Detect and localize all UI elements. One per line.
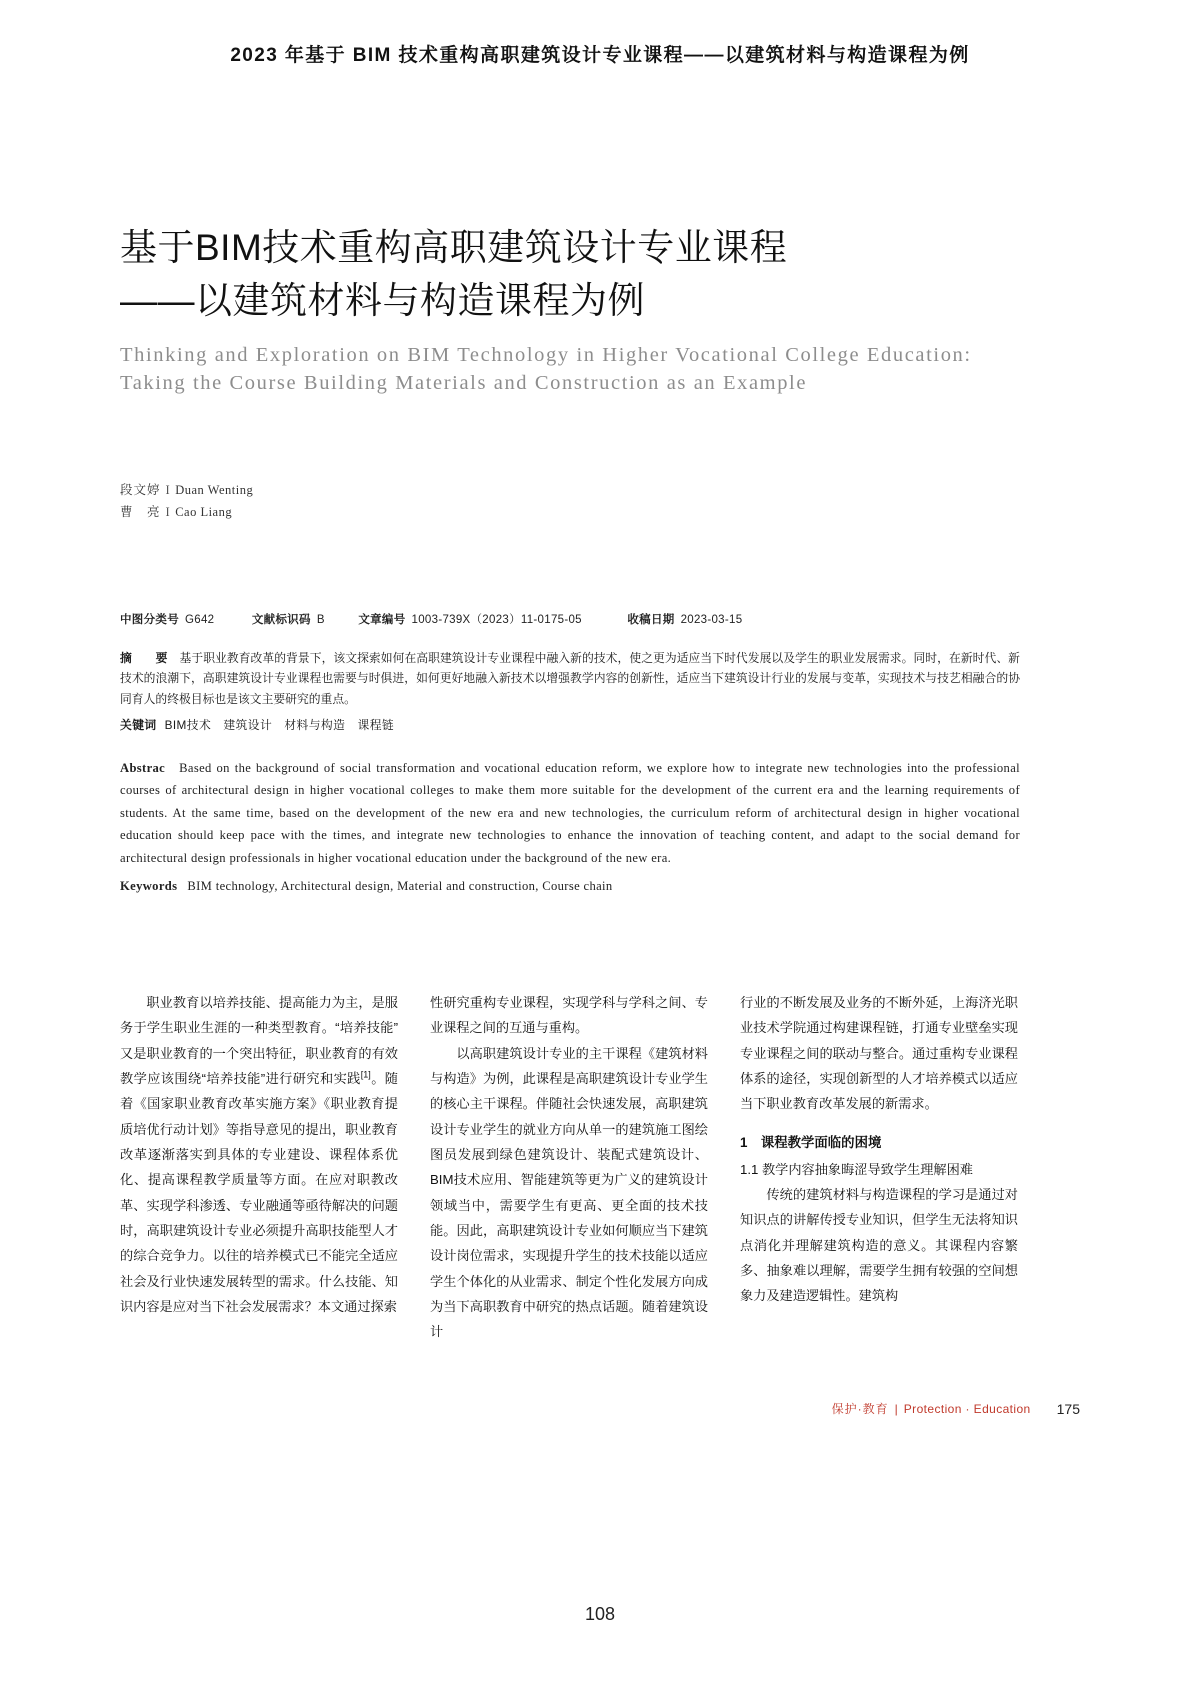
keywords-cn-text: BIM技术 建筑设计 材料与构造 课程链	[164, 718, 395, 732]
footer-page-number: 175	[1056, 1400, 1080, 1417]
section-heading-1: 1 课程教学面临的困境	[740, 1134, 882, 1150]
author-name-en: Duan Wenting	[175, 483, 254, 497]
abstract-cn-label: 摘 要	[120, 651, 174, 665]
paragraph-text: 行业的不断发展及业务的不断外延，上海济光职业技术学院通过构建课程链，打通专业壁垒实现专业课程之间的联动与整合。通过重构专业课程体系的途径，实现创新型的人才培养模式以适应当下职业教育改革发展的新需求。	[740, 995, 1018, 1112]
abstract-en	[120, 757, 1020, 869]
abstract-cn-text: 基于职业教育改革的背景下，该文探索如何在高职建筑设计专业课程中融入新的技术，使之更为适应当下时代发展以及学生的职业发展需求。同时，在新时代、新技术的浪潮下，高职建筑设计专业课程也需要与时俱进，如何更好地融入新技术以增强教学内容的创新性，适应当下建筑设计行业的发展与变革，实现技术与技艺相融合的协同育人的终极目标也是该文主要研究的重点。	[120, 651, 1020, 706]
article-number-value: 1003-739X（2023）11-0175-05	[411, 614, 582, 626]
abstract-en-text: Based on the background of social transformation and vocational education reform, we explore how to integrate new technologies into the professional courses of architectural design in higher vocational colleges to make them more suitable for the development of the current era and the learning requirements of students. At the same time, based on the development of the new era and new technologies, the curriculum reform of architectural design in higher vocational education should keep pace with the times, and integrate new technologies to enhance the innovation of teaching content, and adapt to the social demand for architectural design professionals in higher vocational education under the background of the new era.	[120, 761, 1020, 865]
page-title-cn-line1: 基于BIM技术重构高职建筑设计专业课程	[120, 227, 788, 268]
citation-marker: [1]	[360, 1069, 371, 1080]
keywords-cn	[120, 716, 1020, 733]
author-name-cn: 段文婷	[120, 483, 161, 497]
page-title-cn-line2: ——以建筑材料与构造课程为例	[120, 279, 645, 321]
received-date	[627, 611, 742, 627]
paragraph	[430, 990, 708, 1041]
metadata-line	[120, 611, 1020, 627]
article-number	[358, 611, 582, 627]
keywords-cn-label: 关键词	[120, 718, 157, 732]
keywords-en-label: Keywords	[120, 879, 178, 893]
author-list	[120, 480, 253, 524]
clc-label: 中图分类号	[120, 614, 179, 626]
author-item	[120, 480, 253, 502]
paragraph-text-cont: 。随着《国家职业教育改革实施方案》《职业教育提质培优行动计划》等指导意见的提出，职业教育改革逐渐落实到具体的专业建设、课程体系优化、提高课程教学质量等方面。在应对职教改革、实现学科渗透、专业融通等亟待解决的问题时，高职建筑设计专业必须提升高职技能型人才的综合竞争力。以往的培养模式已不能完全适应社会及行业快速发展转型的需求。什么技能、知识内容是应对当下社会发展需求？本文通过探索	[120, 1071, 398, 1315]
paragraph-text: 以高职建筑设计专业的主干课程《建筑材料与构造》为例，此课程是高职建筑设计专业学生的核心主干课程。伴随社会快速发展，高职建筑设计专业学生的就业方向从单一的建筑施工图绘图员发展到绿色建筑设计、装配式建筑设计、BIM技术应用、智能建筑等更为广义的建筑设计领域当中，需要学生有更高、更全面的技术技能。因此，高职建筑设计专业如何顺应当下建筑设计岗位需求，实现提升学生的技术技能以适应学生个体化的从业需求、制定个性化发展方向成为当下高职教育中研究的热点话题。随着建筑设计	[430, 1045, 708, 1340]
footer-section-cn: 保护·教育	[831, 1402, 889, 1416]
keywords-en	[120, 879, 1020, 894]
page-title-en: Thinking and Exploration on BIM Technology in Higher Vocational College Education: Taking the Course Building Materials and Construction as an Example	[120, 344, 972, 395]
article-number-label: 文章编号	[358, 614, 406, 626]
body-column-3	[740, 990, 1018, 1345]
paragraph	[740, 1182, 1018, 1309]
paragraph-text: 性研究重构专业课程，实现学科与学科之间、专业课程之间的互通与重构。	[430, 995, 708, 1036]
paragraph	[740, 990, 1018, 1117]
author-name-en: Cao Liang	[175, 504, 233, 519]
keywords-en-text: BIM technology, Architectural design, Material and construction, Course chain	[187, 879, 613, 893]
footer-section-en: Protection · Education	[903, 1401, 1031, 1416]
document-code	[252, 611, 325, 627]
abstract-cn	[120, 648, 1020, 709]
clc-value: G642	[185, 614, 215, 626]
author-separator: I	[165, 483, 171, 497]
body-columns	[120, 990, 1020, 1345]
paragraph	[430, 1041, 708, 1345]
author-name-cn: 曹 亮	[120, 504, 161, 519]
paragraph	[120, 990, 398, 1319]
page-footer	[832, 1400, 1080, 1417]
paragraph-text: 传统的建筑材料与构造课程的学习是通过对知识点的讲解传授专业知识，但学生无法将知识点消化并理解建筑构造的意义。其课程内容繁多、抽象难以理解，需要学生拥有较强的空间想象力及建造逻辑性。建筑构	[740, 1186, 1018, 1304]
footer-divider: |	[894, 1401, 898, 1416]
body-column-2	[430, 990, 708, 1345]
title-block	[120, 222, 1020, 398]
section-heading-1-1: 1.1 教学内容抽象晦涩导致学生理解困难	[740, 1161, 973, 1177]
abstract-en-label: Abstrac	[120, 761, 166, 775]
received-date-label: 收稿日期	[627, 614, 675, 626]
author-separator: I	[165, 504, 171, 519]
document-code-value: B	[316, 614, 325, 626]
pdf-page-number: 108	[584, 1604, 616, 1624]
paragraph-text: 职业教育以培养技能、提高能力为主，是服务于学生职业生涯的一种类型教育。“培养技能”又是职业教育的一个突出特征，职业教育的有效教学应该围绕“培养技能”进行研究和实践	[120, 995, 398, 1087]
body-column-1	[120, 990, 398, 1345]
running-head: 2023 年基于 BIM 技术重构高职建筑设计专业课程——以建筑材料与构造课程为例	[230, 45, 970, 66]
clc-number	[120, 611, 214, 627]
author-item	[120, 502, 253, 524]
document-code-label: 文献标识码	[251, 614, 311, 626]
received-date-value: 2023-03-15	[680, 614, 743, 626]
